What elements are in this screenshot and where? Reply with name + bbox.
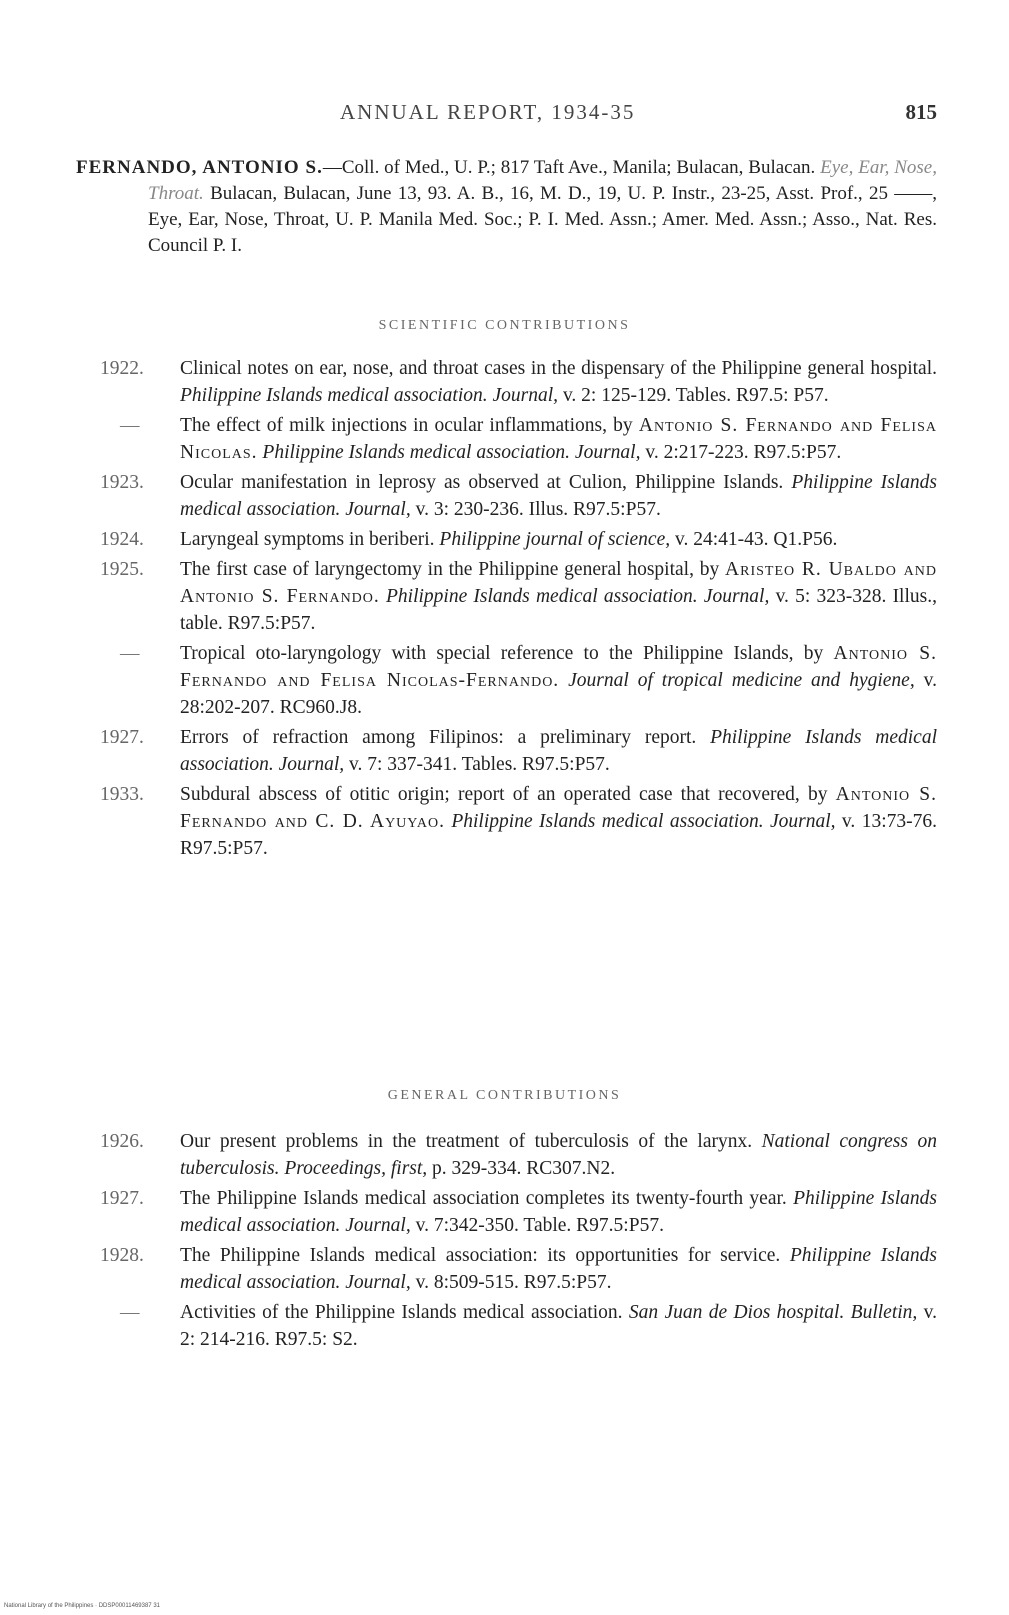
entry-title: Laryngeal symptoms in beriberi.	[180, 529, 440, 550]
entry-title: Errors of refraction among Filipinos: a preliminary report.	[180, 727, 711, 748]
entry-citation: v. 8:509-515. R97.5:P57.	[410, 1272, 612, 1293]
list-item	[100, 1128, 937, 1182]
entry-title: Tropical oto-laryngology with special reference to the Philippine Islands, by	[180, 643, 834, 664]
entry-journal: Philippine journal of science,	[439, 529, 671, 550]
entry-year: 1924.	[100, 529, 144, 550]
entry-citation: v. 2: 125-129. Tables. R97.5: P57.	[558, 385, 829, 406]
list-item	[100, 412, 937, 466]
entry-year: 1927.	[100, 727, 144, 748]
entry-title: The Philippine Islands medical association completes its twenty-fourth year.	[180, 1188, 794, 1209]
list-item	[100, 1185, 937, 1239]
entry-dash: —	[120, 643, 140, 664]
entry-year: 1933.	[100, 784, 144, 805]
section-heading-general: GENERAL CONTRIBUTIONS	[387, 1088, 622, 1103]
entry-citation: p. 329-334. RC307.N2.	[427, 1158, 616, 1179]
bio-rest: Bulacan, Bulacan, June 13, 93. A. B., 16, M. D., 19, U. P. Instr., 23-25, Asst. Prof., 25 ——, Eye, Ear, Nose, Throat, U. P. Manila Med. Soc.; P. I. Med. Assn.; Amer. Med. Assn.; Asso., Nat. Res. Council P. I.	[148, 183, 937, 256]
page-header	[320, 100, 937, 132]
entry-citation: v. 3: 230-236. Illus. R97.5:P57.	[410, 499, 661, 520]
entry-journal: Journal of tropical medicine and hygiene,	[559, 670, 915, 691]
list-item	[100, 1242, 937, 1296]
entry-citation: v. 2:217-223. R97.5:P57.	[640, 442, 842, 463]
entry-title: Clinical notes on ear, nose, and throat cases in the dispensary of the Philippine general hospital.	[180, 358, 937, 379]
entry-citation: v. 28:202-207. RC960.J8.	[180, 670, 937, 718]
entry-year: 1923.	[100, 472, 144, 493]
entry-journal: San Juan de Dios hospital. Bulletin,	[628, 1302, 918, 1323]
entry-journal: Philippine Islands medical association. Journal,	[379, 586, 770, 607]
entry-dash: —	[120, 1302, 140, 1323]
list-item	[100, 355, 937, 409]
biography-entry	[76, 155, 937, 259]
entry-journal: National congress on tuberculosis. Proceedings, first,	[180, 1131, 937, 1179]
page-number: 815	[905, 100, 937, 124]
author-name: FERNANDO, ANTONIO S.	[76, 157, 323, 178]
entry-journal: Philippine Islands medical association. Journal,	[257, 442, 641, 463]
entry-citation: v. 5: 323-328. Illus., table. R97.5:P57.	[180, 586, 937, 634]
entry-year: 1928.	[100, 1245, 144, 1266]
entry-title: The first case of laryngectomy in the Philippine general hospital, by	[180, 559, 726, 580]
running-title: ANNUAL REPORT, 1934-35	[340, 100, 636, 124]
entry-journal: Philippine Islands medical association. Journal,	[180, 1245, 937, 1293]
bio-text: —Coll. of Med., U. P.; 817 Taft Ave., Manila; Bulacan, Bulacan.	[322, 157, 821, 178]
entry-citation: v. 7:342-350. Table. R97.5:P57.	[410, 1215, 664, 1236]
entry-authors: Aristeo R. Ubaldo and Antonio S. Fernando.	[180, 559, 937, 607]
entry-journal: Philippine Islands medical association. Journal,	[180, 1188, 937, 1236]
list-item	[100, 556, 937, 637]
entry-title: Subdural abscess of otitic origin; report of an operated case that recovered, by	[180, 784, 836, 805]
entry-journal: Philippine Islands medical association. Journal,	[180, 385, 559, 406]
bio-specialty: Eye, Ear, Nose, Throat.	[148, 157, 937, 204]
list-item	[100, 724, 937, 778]
entry-citation: v. 7: 337-341. Tables. R97.5:P57.	[344, 754, 610, 775]
list-item	[100, 640, 937, 721]
entry-citation: v. 2: 214-216. R97.5: S2.	[180, 1302, 937, 1350]
entry-year: 1926.	[100, 1131, 144, 1152]
entry-year: 1927.	[100, 1188, 144, 1209]
list-item	[100, 469, 937, 523]
entry-title: Activities of the Philippine Islands medical association.	[180, 1302, 629, 1323]
entry-authors: Antonio S. Fernando and C. D. Ayuyao.	[180, 784, 937, 832]
entry-year: 1925.	[100, 559, 144, 580]
list-item	[100, 1299, 937, 1353]
entry-title: The effect of milk injections in ocular inflammations, by	[180, 415, 639, 436]
entry-citation: v. 24:41-43. Q1.P56.	[670, 529, 838, 550]
entry-journal: Philippine Islands medical association. Journal,	[444, 811, 836, 832]
entry-citation: v. 13:73-76. R97.5:P57.	[180, 811, 937, 859]
entry-journal: Philippine Islands medical association. Journal,	[180, 472, 937, 520]
entry-journal: Philippine Islands medical association. Journal,	[180, 727, 937, 775]
list-item	[100, 781, 937, 862]
list-item	[100, 526, 937, 553]
scan-footer: National Library of the Philippines · DDSP00011469387 31	[4, 1603, 160, 1609]
section-heading-scientific: SCIENTIFIC CONTRIBUTIONS	[378, 318, 631, 333]
entry-title: The Philippine Islands medical association: its opportunities for service.	[180, 1245, 790, 1266]
entry-dash: —	[120, 415, 140, 436]
entry-title: Our present problems in the treatment of tuberculosis of the larynx.	[180, 1131, 762, 1152]
scientific-contributions-list	[100, 355, 937, 865]
entry-title: Ocular manifestation in leprosy as observed at Culion, Philippine Islands.	[180, 472, 792, 493]
entry-authors: Antonio S. Fernando and Felisa Nicolas.	[180, 415, 937, 463]
entry-authors: Antonio S. Fernando and Felisa Nicolas-Fernando.	[180, 643, 937, 691]
entry-year: 1922.	[100, 358, 144, 379]
general-contributions-list	[100, 1128, 937, 1356]
